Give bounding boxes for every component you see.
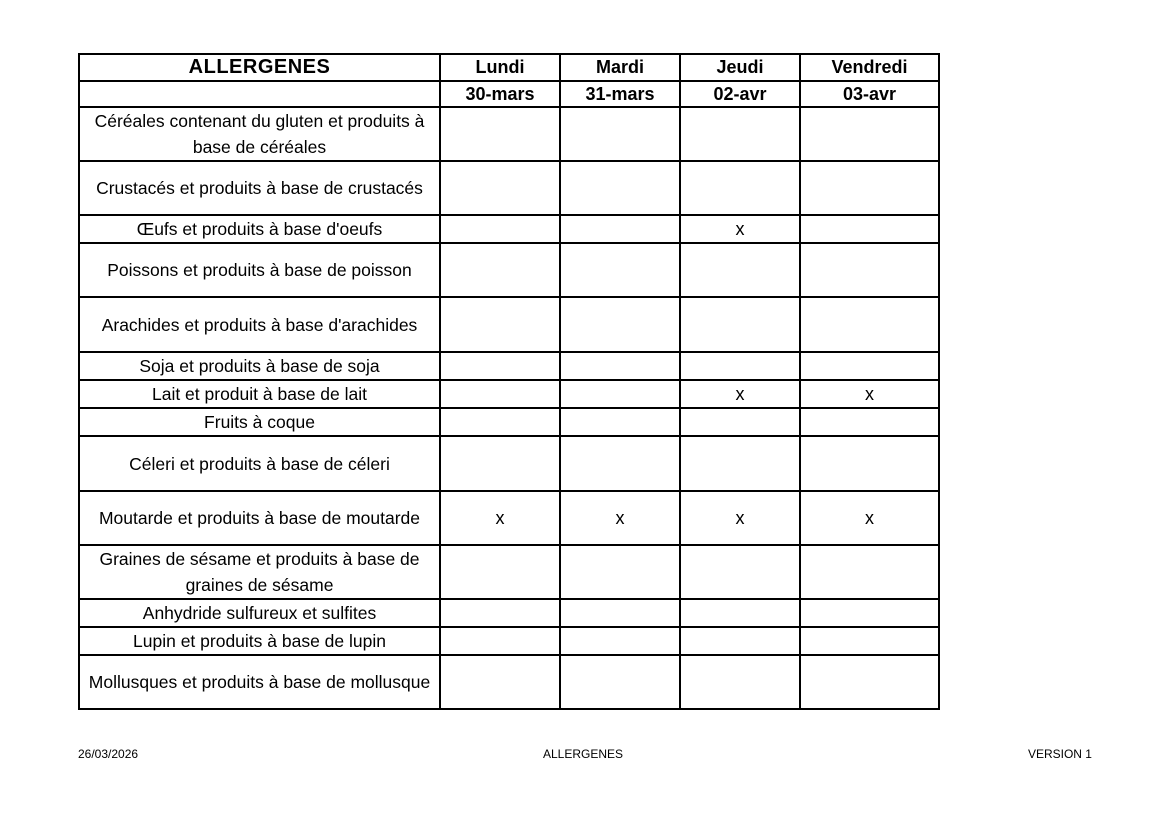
empty-mark-cell (800, 408, 939, 436)
table-row (79, 380, 939, 408)
allergen-mark-cell: x (680, 380, 800, 408)
empty-mark-cell (800, 107, 939, 161)
empty-mark-cell (680, 545, 800, 599)
empty-mark-cell (680, 297, 800, 352)
empty-mark-cell (800, 161, 939, 215)
empty-mark-cell (800, 627, 939, 655)
empty-mark-cell (440, 107, 560, 161)
table-body (79, 107, 939, 709)
allergen-label: Graines de sésame et produits à base de graines de sésame (79, 545, 440, 599)
table-header (79, 54, 939, 107)
empty-mark-cell (800, 436, 939, 491)
empty-mark-cell (800, 599, 939, 627)
table-row (79, 243, 939, 297)
empty-mark-cell (560, 352, 680, 380)
allergen-label: Céréales contenant du gluten et produits à base de céréales (79, 107, 440, 161)
empty-mark-cell (560, 297, 680, 352)
table-row (79, 107, 939, 161)
allergen-mark-cell: x (680, 215, 800, 243)
empty-mark-cell (560, 408, 680, 436)
empty-mark-cell (560, 380, 680, 408)
table-row (79, 215, 939, 243)
allergen-label: Mollusques et produits à base de mollusque (79, 655, 440, 709)
table-row (79, 408, 939, 436)
empty-mark-cell (440, 655, 560, 709)
empty-mark-cell (680, 599, 800, 627)
day-header-lundi: Lundi (440, 54, 560, 81)
empty-mark-cell (560, 243, 680, 297)
empty-mark-cell (680, 436, 800, 491)
table-row (79, 161, 939, 215)
empty-mark-cell (560, 161, 680, 215)
empty-header-cell (79, 81, 440, 107)
empty-mark-cell (560, 545, 680, 599)
empty-mark-cell (680, 627, 800, 655)
empty-mark-cell (680, 408, 800, 436)
empty-mark-cell (800, 352, 939, 380)
allergen-label: Lupin et produits à base de lupin (79, 627, 440, 655)
table-row (79, 297, 939, 352)
allergen-mark-cell: x (560, 491, 680, 545)
table-row (79, 352, 939, 380)
day-header-mardi: Mardi (560, 54, 680, 81)
table-row (79, 436, 939, 491)
empty-mark-cell (800, 545, 939, 599)
empty-mark-cell (680, 352, 800, 380)
allergen-label: Anhydride sulfureux et sulfites (79, 599, 440, 627)
table-row (79, 491, 939, 545)
table-row (79, 655, 939, 709)
empty-mark-cell (440, 436, 560, 491)
empty-mark-cell (560, 436, 680, 491)
empty-mark-cell (800, 243, 939, 297)
empty-mark-cell (440, 380, 560, 408)
empty-mark-cell (440, 215, 560, 243)
empty-mark-cell (440, 161, 560, 215)
empty-mark-cell (560, 107, 680, 161)
allergen-mark-cell: x (440, 491, 560, 545)
empty-mark-cell (680, 243, 800, 297)
allergen-label: Céleri et produits à base de céleri (79, 436, 440, 491)
allergen-label: Moutarde et produits à base de moutarde (79, 491, 440, 545)
empty-mark-cell (800, 297, 939, 352)
empty-mark-cell (560, 655, 680, 709)
empty-mark-cell (440, 408, 560, 436)
allergen-label: Lait et produit à base de lait (79, 380, 440, 408)
empty-mark-cell (560, 627, 680, 655)
empty-mark-cell (800, 655, 939, 709)
empty-mark-cell (440, 243, 560, 297)
table-row (79, 545, 939, 599)
allergen-label: Soja et produits à base de soja (79, 352, 440, 380)
allergen-mark-cell: x (680, 491, 800, 545)
date-header-row (79, 81, 939, 107)
date-header-mardi: 31-mars (560, 81, 680, 107)
footer-date: 26/03/2026 (78, 747, 139, 761)
empty-mark-cell (440, 627, 560, 655)
empty-mark-cell (680, 655, 800, 709)
empty-mark-cell (560, 599, 680, 627)
date-header-vendredi: 03-avr (800, 81, 939, 107)
footer-title: ALLERGENES (542, 747, 624, 761)
date-header-lundi: 30-mars (440, 81, 560, 107)
day-header-vendredi: Vendredi (800, 54, 939, 81)
allergen-label: Œufs et produits à base d'oeufs (79, 215, 440, 243)
allergen-mark-cell: x (800, 491, 939, 545)
allergen-label: Arachides et produits à base d'arachides (79, 297, 440, 352)
day-header-jeudi: Jeudi (680, 54, 800, 81)
empty-mark-cell (440, 352, 560, 380)
empty-mark-cell (680, 107, 800, 161)
empty-mark-cell (440, 297, 560, 352)
footer-version: VERSION 1 (1027, 747, 1092, 761)
allergen-table (78, 53, 940, 710)
date-header-jeudi: 02-avr (680, 81, 800, 107)
allergen-label: Crustacés et produits à base de crustacés (79, 161, 440, 215)
allergen-label: Poissons et produits à base de poisson (79, 243, 440, 297)
empty-mark-cell (800, 215, 939, 243)
table-title: ALLERGENES (79, 54, 440, 81)
page-footer (78, 746, 1092, 762)
empty-mark-cell (680, 161, 800, 215)
allergen-mark-cell: x (800, 380, 939, 408)
empty-mark-cell (440, 545, 560, 599)
table-row (79, 599, 939, 627)
empty-mark-cell (440, 599, 560, 627)
allergen-label: Fruits à coque (79, 408, 440, 436)
empty-mark-cell (560, 215, 680, 243)
table-row (79, 627, 939, 655)
day-header-row (79, 54, 939, 81)
